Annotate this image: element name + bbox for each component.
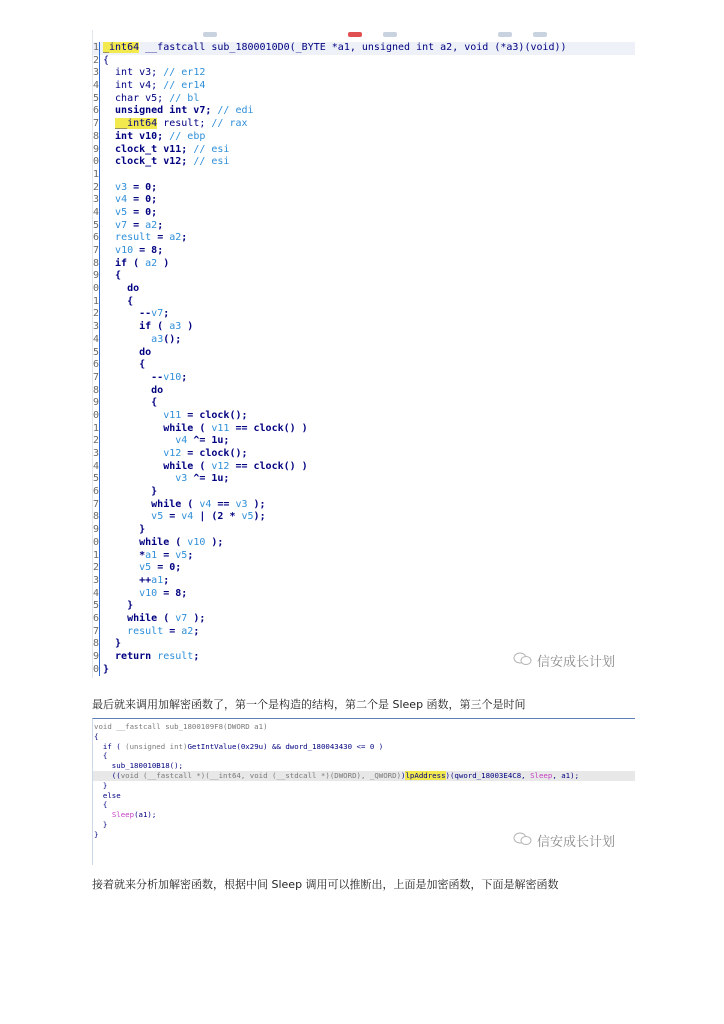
line-number: 1	[93, 422, 100, 434]
line-number: 8	[93, 257, 100, 269]
code-token	[103, 562, 139, 573]
code-token: ++	[103, 574, 152, 586]
watermark	[513, 651, 615, 670]
code-token: );	[247, 498, 266, 510]
code-token: = clock();	[181, 409, 248, 421]
code-line	[93, 781, 635, 791]
line-number: 2	[93, 308, 100, 320]
code-token: void (__fastcall *)(__int64, void (__stdcall *)(DWORD), _QWORD)	[120, 770, 402, 780]
code-line	[93, 423, 635, 436]
code-token: }	[103, 638, 122, 650]
code-token: while (	[103, 612, 176, 624]
code-line	[93, 397, 635, 410]
code-token: v4	[175, 435, 188, 447]
code-line	[93, 245, 635, 258]
line-number: 5	[93, 473, 100, 485]
code-token	[103, 182, 115, 193]
code-token: );	[253, 511, 266, 523]
code-line	[93, 385, 635, 398]
code-token: // edi	[217, 105, 254, 117]
code-token: v4	[115, 194, 128, 206]
code-token: =	[157, 549, 176, 561]
code-token	[103, 118, 115, 129]
code-token: while (	[103, 422, 212, 434]
code-token: a2	[181, 625, 194, 637]
code-token: ;	[193, 625, 200, 637]
code-line	[93, 232, 635, 245]
code-token	[103, 588, 139, 599]
code-line	[93, 448, 635, 461]
code-token: int v4;	[103, 80, 164, 92]
code-line	[93, 372, 635, 385]
code-line	[93, 613, 635, 626]
code-token: );	[187, 612, 206, 624]
line-number: 9	[93, 524, 100, 536]
code-line	[93, 270, 635, 283]
code-line	[93, 486, 635, 499]
code-token: =	[163, 511, 182, 523]
line-number: 7	[93, 245, 100, 256]
code-token: = 0;	[127, 206, 158, 218]
line-number: 1	[93, 42, 100, 53]
code-line	[93, 93, 635, 106]
line-number: 6	[93, 105, 100, 117]
code-token: = clock();	[181, 448, 248, 459]
code-token: }	[103, 663, 110, 675]
code-token: clock_t v11;	[103, 143, 194, 155]
code-line	[93, 321, 635, 334]
code-token: = 0;	[151, 562, 182, 574]
code-token: =	[151, 232, 170, 244]
code-line	[93, 761, 635, 771]
code-token: while (	[103, 460, 212, 472]
code-line	[93, 810, 635, 820]
code-token: a2	[169, 232, 182, 244]
code-token: else	[94, 790, 121, 800]
code-token: ;	[187, 549, 194, 561]
code-line	[93, 308, 635, 321]
line-number: 8	[93, 384, 100, 396]
code-token: )	[401, 770, 406, 780]
code-token: // rax	[211, 118, 248, 130]
code-token: ;	[163, 574, 170, 586]
line-number: 3	[93, 194, 100, 206]
code-token: result	[127, 625, 164, 637]
code-token: v10	[163, 371, 182, 383]
code-token: v10	[115, 245, 134, 256]
code-line	[93, 562, 635, 575]
code-token: // esi	[193, 156, 230, 168]
code-token: v11	[163, 409, 182, 421]
code-token: do	[103, 283, 140, 295]
line-number: 4	[93, 460, 100, 472]
wechat-icon	[513, 652, 533, 670]
line-number: 4	[93, 587, 100, 599]
code-token: a1	[151, 574, 164, 586]
code-token: _int64	[103, 42, 140, 53]
line-number: 4	[93, 80, 100, 92]
line-number: 7	[93, 371, 100, 383]
code-line	[93, 800, 635, 810]
code-line	[93, 751, 635, 761]
code-token: while (	[103, 536, 188, 548]
code-token: ();	[163, 333, 182, 345]
code-line	[93, 722, 635, 732]
code-token: (a1);	[134, 810, 157, 820]
line-number: 3	[93, 321, 100, 333]
code-token: )	[181, 321, 194, 333]
code-token: Sleep	[111, 810, 135, 820]
watermark	[513, 831, 615, 850]
code-line	[93, 156, 635, 169]
code-token: {	[103, 295, 134, 307]
line-number: 6	[93, 359, 100, 371]
line-number: 3	[93, 67, 100, 79]
code-line	[93, 820, 635, 830]
watermark-text: 信安成长计划	[537, 835, 616, 850]
code-line	[93, 791, 635, 801]
code-token	[103, 511, 151, 522]
code-token: if (	[103, 321, 170, 333]
code-token: int v3;	[103, 67, 164, 79]
line-number: 0	[93, 283, 100, 295]
code-token: if (	[103, 257, 146, 269]
line-number: 5	[93, 92, 100, 104]
code-token: {	[103, 397, 158, 409]
code-token: v5	[175, 549, 188, 561]
code-token: // ebp	[169, 130, 206, 142]
code-line	[93, 182, 635, 195]
code-token: a3	[169, 321, 182, 333]
code-token: // er14	[163, 80, 206, 92]
code-token: result	[157, 651, 194, 662]
code-line	[93, 742, 635, 752]
line-number: 9	[93, 651, 100, 662]
paragraph-1: 最后就来调用加解密函数了，第一个是构造的结构，第二个是 Sleep 函数，第三个是时间	[92, 698, 526, 711]
code-token	[103, 232, 115, 243]
code-line	[93, 131, 635, 144]
line-number: 1	[93, 168, 100, 180]
code-token: {	[103, 359, 146, 371]
code-token	[103, 626, 127, 637]
wechat-icon	[513, 832, 533, 850]
code-token: =	[163, 625, 182, 637]
line-number: 8	[93, 130, 100, 142]
code-token: return	[103, 651, 158, 662]
line-number: 7	[93, 625, 100, 637]
code-token: {	[103, 270, 122, 282]
code-token: v3	[115, 181, 128, 193]
line-number: 6	[93, 612, 100, 624]
code-token: {	[103, 54, 110, 66]
line-number: 7	[93, 498, 100, 510]
code-line	[93, 473, 635, 486]
code-line	[93, 55, 635, 68]
code-line	[93, 435, 635, 448]
code-token: v7	[115, 219, 128, 231]
code-token: }	[103, 524, 146, 536]
code-token: );	[205, 536, 224, 548]
line-number: 3	[93, 574, 100, 586]
code-line	[93, 169, 635, 182]
code-token: , a1);	[552, 770, 580, 780]
code-token: a3	[151, 333, 164, 345]
line-number: 2	[93, 181, 100, 193]
line-number: 5	[93, 600, 100, 612]
code-token: Sleep	[530, 770, 553, 780]
code-token: | (2 *	[193, 511, 242, 523]
code-token: --	[103, 371, 164, 383]
code-token: ((	[94, 770, 121, 780]
code-token: __int64	[115, 118, 158, 130]
code-token: }	[94, 829, 99, 839]
code-token: }	[103, 486, 158, 498]
code-token: v7	[175, 612, 188, 624]
line-number: 7	[93, 118, 100, 130]
code-line	[93, 732, 635, 742]
code-token: ;	[163, 308, 170, 320]
code-token	[103, 207, 115, 218]
code-line	[93, 42, 635, 55]
code-token: ;	[157, 219, 164, 231]
code-token: do	[103, 346, 152, 358]
code-token	[103, 448, 163, 459]
code-token: void __fastcall sub_1800109F8(DWORD a1)	[94, 722, 268, 731]
line-number: 0	[93, 156, 100, 168]
line-number: 5	[93, 346, 100, 358]
code-token: a1	[145, 549, 158, 561]
code-token: {	[94, 800, 108, 810]
line-number: 9	[93, 143, 100, 155]
code-token: == clock() )	[229, 422, 308, 434]
line-number: 2	[93, 54, 100, 66]
line-number: 8	[93, 638, 100, 650]
code-token: = 0;	[127, 181, 158, 193]
code-token: v4	[181, 511, 194, 523]
code-token	[103, 334, 151, 345]
code-token: *	[103, 549, 146, 561]
code-token	[103, 435, 175, 446]
code-token: ;	[193, 651, 200, 662]
code-token	[94, 810, 112, 819]
code-token	[103, 473, 175, 484]
code-token	[103, 194, 115, 205]
code-token: {	[94, 731, 99, 741]
code-token: v5	[139, 562, 152, 574]
pseudocode-listing	[93, 722, 635, 840]
code-line	[93, 461, 635, 474]
code-token	[103, 220, 115, 231]
code-token: __fastcall sub_1800010D0(_BYTE *a1, unsigned int a2, void (*a3)(void))	[139, 42, 567, 53]
code-line	[93, 537, 635, 550]
code-line	[93, 144, 635, 157]
code-token: // er12	[163, 67, 206, 79]
line-number: 0	[93, 409, 100, 421]
code-line	[93, 771, 635, 781]
code-token: int v10;	[103, 130, 170, 142]
line-number: 0	[93, 536, 100, 548]
code-line	[93, 499, 635, 512]
paragraph-2: 接着就来分析加解密函数，根据中间 Sleep 调用可以推断出，上面是加密函数，下面是解密函数	[92, 878, 559, 891]
code-line	[93, 118, 635, 131]
code-token: clock_t v12;	[103, 156, 194, 168]
code-token: }	[103, 600, 134, 612]
code-token: GetIntValue(0x29u) && dword_180043430 <= 0 )	[187, 741, 384, 751]
code-line	[93, 80, 635, 93]
line-number: 4	[93, 206, 100, 218]
code-token: // bl	[169, 92, 200, 104]
code-line	[93, 194, 635, 207]
code-token: if (	[94, 741, 126, 751]
code-token: v11	[211, 422, 230, 434]
code-token: unsigned int v7;	[103, 105, 218, 117]
code-line	[93, 207, 635, 220]
code-token: v3	[235, 498, 248, 510]
code-token: == clock() )	[229, 460, 308, 472]
line-number: 2	[93, 435, 100, 447]
line-number: 2	[93, 562, 100, 574]
code-token: v5	[151, 511, 164, 523]
code-token: ;	[181, 371, 188, 383]
code-token: v3	[175, 473, 188, 485]
code-token: char v5;	[103, 92, 170, 104]
line-number: 4	[93, 333, 100, 345]
code-token: (unsigned int)	[125, 741, 188, 751]
code-line	[93, 524, 635, 537]
code-token: lpAddress	[405, 770, 446, 780]
line-number: 6	[93, 486, 100, 498]
code-line	[93, 410, 635, 423]
line-number: 1	[93, 295, 100, 307]
code-token	[103, 410, 163, 421]
line-number: 5	[93, 219, 100, 231]
code-token: = 8;	[133, 245, 164, 256]
code-line	[93, 550, 635, 563]
code-token: v10	[139, 587, 158, 599]
code-line	[93, 626, 635, 639]
code-token: v12	[163, 448, 182, 459]
line-number: 9	[93, 270, 100, 282]
code-token: }	[94, 819, 108, 829]
code-line	[93, 258, 635, 271]
code-line	[93, 588, 635, 601]
code-line	[93, 511, 635, 524]
code-token: v5	[115, 206, 128, 218]
code-line	[93, 67, 635, 80]
code-token: =	[127, 219, 146, 231]
code-line	[93, 296, 635, 309]
code-token: v7	[151, 308, 164, 320]
code-token: // esi	[193, 143, 230, 155]
code-token: )(qword_18003E4C8,	[445, 770, 531, 780]
line-number: 8	[93, 511, 100, 523]
code-token: result;	[157, 118, 212, 130]
code-token: v10	[187, 536, 206, 548]
code-token: v4	[199, 498, 212, 510]
code-token: a2	[145, 219, 158, 231]
watermark-text: 信安成长计划	[537, 655, 616, 670]
pseudocode-listing	[93, 42, 635, 676]
line-number: 3	[93, 448, 100, 459]
line-number: 9	[93, 397, 100, 409]
line-number: 6	[93, 232, 100, 244]
line-number: 1	[93, 549, 100, 561]
code-line	[93, 283, 635, 296]
code-line	[93, 359, 635, 372]
code-token: do	[103, 384, 164, 396]
code-token: }	[94, 780, 108, 790]
code-line	[93, 105, 635, 118]
code-token: )	[157, 257, 170, 269]
code-token: v12	[211, 460, 230, 472]
code-token: ^= 1u;	[187, 435, 230, 447]
code-token: v5	[241, 511, 254, 523]
code-token: ;	[181, 232, 188, 244]
code-line	[93, 347, 635, 360]
code-token	[103, 245, 115, 256]
code-token: a2	[145, 257, 158, 269]
code-token: --	[103, 308, 152, 320]
code-token: ^= 1u;	[187, 473, 230, 485]
code-screenshot-2	[92, 718, 635, 865]
code-line	[93, 600, 635, 613]
code-line	[93, 638, 635, 651]
code-screenshot-1	[92, 30, 635, 678]
code-token: result	[115, 232, 152, 244]
code-line	[93, 220, 635, 233]
code-line	[93, 575, 635, 588]
editor-tab-strip	[93, 30, 635, 40]
code-line	[93, 334, 635, 347]
code-token: while (	[103, 498, 200, 510]
code-token: {	[94, 751, 108, 761]
code-token: sub_180010B18();	[94, 761, 183, 771]
code-token: = 8;	[157, 587, 188, 599]
code-token: = 0;	[127, 194, 158, 206]
line-number: 0	[93, 663, 100, 675]
code-token: ==	[211, 498, 236, 510]
